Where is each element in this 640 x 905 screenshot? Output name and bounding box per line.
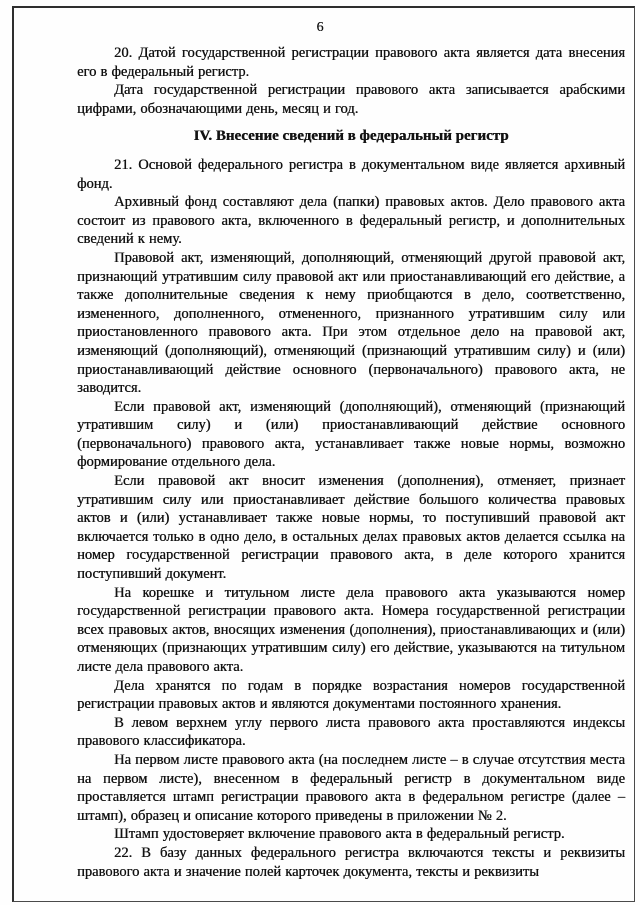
paragraph-classifier-index: В левом верхнем углу первого листа правового акта проставляются индексы правового классификатора. [77,714,625,750]
paragraph-item-22: 22. В базу данных федерального регистра включаются тексты и реквизиты правового акта и значение полей карточек документа, тексты и реквизиты [77,844,625,880]
section-heading-iv: IV. Внесение сведений в федеральный регистр [193,128,509,145]
document-content [77,44,625,881]
page-number: 6 [316,20,324,35]
paragraph-spine-title-sheet: На корешке и титульном листе дела правового акта указываются номер государственной регистрации правового акта. Номера государственной регистрации всех правовых актов, вносящих изменения (дополнения), приостанавливающих и (или) отменяющих (признающих утратившим силу) его действие, указываются на титульном листе дела правового акта. [77,584,625,675]
paragraph-storage-order: Дела хранятся по годам в порядке возрастания номеров государственной регистрации правовых актов и являются документами постоянного хранения. [77,677,625,713]
paragraph-amending-act: Правовой акт, изменяющий, дополняющий, отменяющий другой правовой акт, признающий утратившим силу правовой акт или приостанавливающий его действие, а также дополнительные сведения к нему приобщаются в дело, соответственно, измененного, дополненного, отмененного, признанного утратившим силу или приостановленного правового акта. При этом отдельное дело на правовой акт, изменяющий (дополняющий), отменяющий (признающий утратившим силу) и (или) приостанавливающий действие основного (первоначального) правового акта, не заводится. [77,249,625,397]
paragraph-item-20: 20. Датой государственной регистрации правового акта является дата внесения его в федеральный регистр. [77,45,625,80]
paragraph-registration-stamp: На первом листе правового акта (на последнем листе – в случае отсутствия места на первом листе), внесенном в федеральный регистр в документальном виде проставляется штамп регистрации правового акта в федеральном регистре (далее – штамп), образец и описание которого приведены в приложении № 2. [77,751,625,824]
paragraph-date-format: Дата государственной регистрации правового акта записывается арабскими цифрами, обозначающими день, месяц и год. [77,82,625,117]
paragraph-stamp-certifies: Штамп удостоверяет включение правового акта в федеральный регистр. [114,826,565,843]
paragraph-item-21: 21. Основой федерального регистра в документальном виде является архивный фонд. [77,156,625,192]
paragraph-archive-fund: Архивный фонд составляют дела (папки) правовых актов. Дело правового акта состоит из правового акта, включенного в федеральный регистр, и дополнительных сведений к нему. [77,194,625,248]
paragraph-separate-file: Если правовой акт, изменяющий (дополняющий), отменяющий (признающий утратившим силу) и (или) приостанавливающий действие основного (первоначального) правового акта, устанавливает также новые нормы, возможно формирование отдельного дела. [77,398,625,471]
paragraph-multiple-acts: Если правовой акт вносит изменения (дополнения), отменяет, признает утратившим силу или приостанавливает действие большого количества правовых актов и (или) устанавливает также новые нормы, то поступивший правовой акт включается только в одно дело, в остальных делах правовых актов делается ссылка на номер государственной регистрации правового акта, в деле которого хранится поступивший документ. [77,473,625,583]
